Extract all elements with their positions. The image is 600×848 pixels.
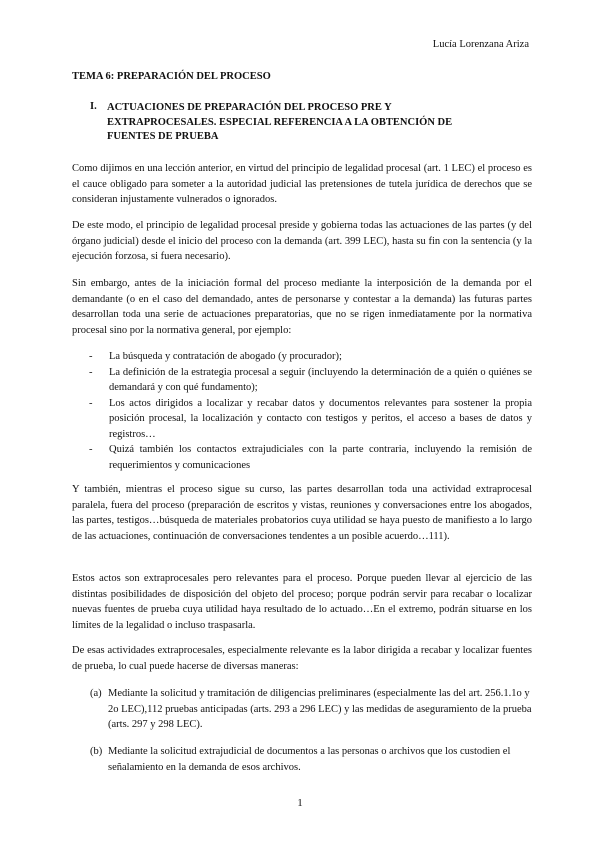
item-label: (a) [90,688,102,699]
topic-heading: TEMA 6: PREPARACIÓN DEL PROCESO [72,71,271,82]
list-item-text: La definición de la estrategia procesal a seguir (incluyendo la determinación de a quién o quiénes se demandará y con qué fundamento); [109,366,532,393]
header-author: Lucía Lorenzana Ariza [432,39,529,50]
list-item [72,365,532,396]
paragraph: Estos actos son extraprocesales pero relevantes para el proceso. Porque pueden llevar al ejercicio de las distintas posibilidades de disposición del objeto del proceso; porque podrán servir para recabar o localizar nuevas fuentes de prueba cuya utilidad haya resultado de lo actuado…En el extremo, podrán situarse en los límites de la legalidad o incluso traspasarla. [72,573,532,631]
paragraph: De esas actividades extraprocesales, especialmente relevante es la labor dirigida a recabar y localizar fuentes de prueba, lo cual puede hacerse de diversas maneras: [72,645,532,672]
list-item [72,442,532,473]
paragraph: Como dijimos en una lección anterior, en virtud del principio de legalidad procesal (art. 1 LEC) el proceso es el cauce obligado para someter a la autoridad judicial las pretensiones de tutela jurídica de derechos que se consideran injustamente vulnerados o ignorados. [72,163,532,205]
list-item-text: La búsqueda y contratación de abogado (y procurador); [109,351,342,362]
bullet-marker: - [89,397,93,409]
bullet-list [72,349,532,473]
section-number: I. [90,101,97,112]
enumerated-item [90,744,532,775]
paragraph: Y también, mientras el proceso sigue su curso, las partes desarrollan toda una actividad extraprocesal paralela, fuera del proceso (preparación de escritos y vistas, reuniones y conversaciones entre los abogados, las partes, testigos…búsqueda de materiales probatorios cuya utilidad se haya puesto de manifiesto a lo largo de las actuaciones, continuación de conversaciones tendentes a un posible acuerdo…111). [72,484,532,542]
enumerated-item [90,686,532,733]
item-text: Mediante la solicitud y tramitación de diligencias preliminares (especialmente las del art. 256.1.1o y 2o LEC),112 pruebas anticipadas (arts. 293 a 296 LEC) y las medidas de aseguramiento de la prueba (arts. 297 y 298 LEC). [108,688,532,730]
list-item [72,396,532,443]
bullet-marker: - [89,351,93,362]
paragraph: De este modo, el principio de legalidad procesal preside y gobierna todas las actuaciones de las partes (y del órgano judicial) desde el inicio del proceso con la demanda (art. 399 LEC), hasta su fin con la sentencia (y la ejecución forzosa, si fuera necesario). [72,220,532,262]
section-title: ACTUACIONES DE PREPARACIÓN DEL PROCESO PRE Y EXTRAPROCESALES. ESPECIAL REFERENCIA A LA OBTENCIÓN DE FUENTES DE PRUEBA [107,102,453,142]
page-number: 1 [297,797,303,809]
item-label: (b) [90,746,103,757]
paragraph: Sin embargo, antes de la iniciación formal del proceso mediante la interposición de la demanda por el demandante (o en el caso del demandado, antes de personarse y contestar a la demanda) las futuras partes desarrollan toda una serie de actuaciones preparatorias, que no se rigen inmediatamente por la normativa procesal sino por la normativa general, por ejemplo: [72,278,532,336]
bullet-marker: - [89,366,93,378]
item-text: Mediante la solicitud extrajudicial de documentos a las personas o archivos que los custodien el señalamiento en la demanda de esos archivos. [108,746,511,773]
bullet-marker: - [89,444,93,455]
list-item-text: Quizá también los contactos extrajudiciales con la parte contraria, incluyendo la remisión de requerimientos y comunicaciones [109,444,532,471]
list-item-text: Los actos dirigidos a localizar y recabar datos y documentos relevantes para sostener la propia posición procesal, la localización y contacto con testigos y peritos, el acceso a bases de datos y registros… [109,397,532,440]
list-item [72,349,532,365]
